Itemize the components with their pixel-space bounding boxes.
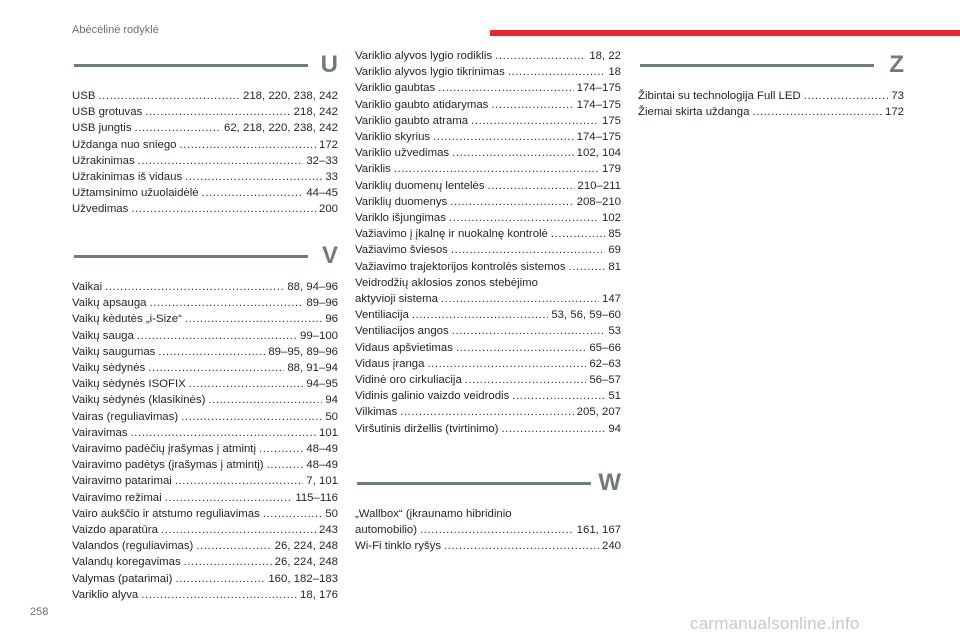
index-entry [72, 376, 338, 392]
index-pages: 161, 167 [576, 524, 621, 537]
index-pages: 210–211 [577, 179, 621, 192]
index-term: Užrakinimas iš vidaus [72, 171, 183, 184]
index-entry [355, 113, 621, 129]
dot-leader [804, 88, 889, 104]
index-pages: 18, 176 [299, 588, 338, 601]
entry-list [72, 279, 338, 603]
index-pages: 208–210 [576, 195, 621, 208]
dot-leader [180, 137, 316, 153]
index-entry [72, 441, 338, 457]
index-entry [72, 295, 338, 311]
entry-list [638, 88, 904, 120]
section-divider [357, 482, 591, 485]
index-term: Ventiliacijos angos [355, 325, 449, 338]
index-term: Variklių duomenų lentelės [355, 179, 485, 192]
index-term: Vaikų sėdynės (klasikinės) [72, 394, 206, 407]
index-entry [638, 104, 904, 120]
index-pages: 53 [608, 325, 621, 338]
index-entry [355, 340, 621, 356]
index-entry [355, 129, 621, 145]
index-pages: 85 [608, 228, 621, 241]
dot-leader [148, 360, 284, 376]
index-entry-line: Veidrodžių aklosios zonos stebėjimo [355, 276, 538, 289]
index-entry [72, 185, 338, 201]
index-entry [355, 538, 621, 554]
dot-leader [449, 210, 599, 226]
index-entry [355, 80, 621, 96]
index-pages: 51 [608, 390, 621, 403]
dot-leader [444, 538, 599, 554]
section-header [638, 50, 904, 80]
index-term: automobilio) [355, 524, 418, 537]
index-term: Variklio užvedimas [355, 147, 450, 160]
index-pages: 48–49 [306, 459, 338, 472]
index-entry [355, 64, 621, 80]
index-entry [638, 88, 904, 104]
index-entry [72, 120, 338, 136]
index-pages: 172 [884, 106, 904, 119]
index-entry [355, 356, 621, 372]
dot-leader [141, 587, 297, 603]
index-entry [355, 161, 621, 177]
index-pages: 65–66 [589, 341, 621, 354]
index-pages: 33 [325, 171, 338, 184]
dot-leader [158, 344, 265, 360]
index-pages: 94–95 [306, 378, 338, 391]
dot-leader [259, 441, 303, 457]
dot-leader [135, 120, 221, 136]
index-pages: 147 [601, 293, 621, 306]
dot-leader [495, 48, 586, 64]
index-entry [355, 522, 621, 538]
dot-leader [456, 340, 586, 356]
index-entry [72, 201, 338, 217]
index-pages: 89–96 [306, 297, 338, 310]
section-header [72, 241, 338, 271]
index-pages: 200 [318, 203, 338, 216]
index-entry [355, 145, 621, 161]
index-pages: 175 [601, 114, 621, 127]
index-pages: 205, 207 [576, 406, 621, 419]
index-term: Variklio alyva [72, 588, 139, 601]
index-pages: 172 [318, 138, 338, 151]
index-term: Žibintai su technologija Full LED [638, 90, 801, 102]
index-entry [355, 242, 621, 258]
dot-leader [150, 295, 304, 311]
index-entry [355, 404, 621, 420]
dot-leader [185, 311, 322, 327]
index-pages: 7, 101 [306, 475, 338, 488]
index-entry [72, 473, 338, 489]
index-term: Variklio gaubto atidarymas [355, 98, 489, 111]
column-1 [72, 50, 338, 601]
index-pages: 32–33 [306, 154, 338, 167]
index-term: Vaizdo aparatūra [72, 524, 158, 537]
dot-leader [185, 169, 322, 185]
index-pages: 94 [325, 394, 338, 407]
section-letter: Z [889, 51, 904, 78]
index-term: Variklio alyvos lygio tikrinimas [355, 66, 505, 79]
index-term: Vairavimo padėčių įrašymas į atmintį [72, 443, 257, 456]
index-entry-line: „Wallbox“ (įkraunamo hibridinio [355, 508, 512, 520]
index-term: Ventiliacija [355, 309, 409, 322]
index-term: Valandų koregavimas [72, 556, 181, 569]
index-term: USB grotuvas [72, 106, 143, 119]
dot-leader [98, 88, 240, 104]
index-pages: 69 [608, 244, 621, 257]
index-term: Vairo aukščio ir atstumo reguliavimas [72, 507, 260, 520]
index-entry [72, 522, 338, 538]
dot-leader [465, 372, 587, 388]
index-term: Variklio alyvos lygio rodiklis [355, 50, 493, 62]
dot-leader [512, 388, 605, 404]
index-pages: 88, 91–94 [287, 362, 338, 375]
section-letter: V [321, 242, 338, 269]
index-term: USB jungtis [72, 122, 132, 135]
dot-leader [569, 259, 606, 275]
index-entry [72, 538, 338, 554]
page-number: 258 [30, 606, 49, 618]
index-pages: 18, 22 [589, 50, 621, 62]
index-term: Vidinis galinio vaizdo veidrodis [355, 390, 510, 403]
column-3 [638, 50, 904, 120]
dot-leader [189, 376, 304, 392]
index-term: Vairavimas [72, 426, 128, 439]
section-letter: W [598, 469, 621, 496]
dot-leader [208, 392, 322, 408]
dot-leader [196, 538, 271, 554]
index-term: Vaikų kėdutės „i-Size“ [72, 313, 182, 326]
index-term: Vairavimo režimai [72, 491, 162, 504]
dot-leader [451, 242, 605, 258]
dot-leader [420, 522, 574, 538]
dot-leader [400, 404, 573, 420]
index-term: Uždanga nuo sniego [72, 138, 177, 151]
dot-leader [491, 97, 573, 113]
index-term: Variklio gaubto atrama [355, 114, 469, 127]
index-entry [355, 388, 621, 404]
index-entry [72, 587, 338, 603]
dot-leader [131, 425, 316, 441]
dot-leader [161, 522, 316, 538]
entry-list [355, 48, 621, 437]
index-pages: 50 [325, 507, 338, 520]
index-term: Vairavimo patarimai [72, 475, 172, 488]
index-entry [72, 571, 338, 587]
index-pages: 26, 224, 248 [274, 556, 338, 569]
index-term: Žiemai skirta uždanga [638, 106, 750, 119]
index-term: Važiavimo šviesos [355, 244, 448, 257]
index-pages: 101 [318, 426, 338, 439]
index-pages: 89–95, 89–96 [268, 345, 338, 358]
index-term: Vaikų sėdynės ISOFIX [72, 378, 186, 391]
index-entry [72, 311, 338, 327]
index-term: Valymas (patarimai) [72, 572, 173, 585]
dot-leader [131, 201, 316, 217]
dot-leader [452, 145, 574, 161]
index-term: Vairas (reguliavimas) [72, 410, 179, 423]
dot-leader [412, 307, 548, 323]
section-letter: U [320, 51, 338, 78]
dot-leader [175, 571, 265, 587]
index-pages: 48–49 [306, 443, 338, 456]
index-entry [72, 490, 338, 506]
index-entry [72, 344, 338, 360]
index-pages: 94 [608, 422, 621, 435]
index-term: USB [72, 90, 96, 102]
dot-leader [452, 323, 606, 339]
index-term: Wi-Fi tinklo ryšys [355, 540, 442, 553]
dot-leader [501, 421, 605, 437]
section-divider [74, 255, 308, 258]
index-pages: 243 [318, 524, 338, 537]
index-pages: 88, 94–96 [287, 281, 338, 293]
index-term: Vaikų sėdynės [72, 362, 146, 375]
index-pages: 218, 220, 238, 242 [242, 90, 338, 102]
index-pages: 179 [601, 163, 621, 176]
index-entry [72, 506, 338, 522]
index-term: Vairavimo padėtys (įrašymas į atmintį) [72, 459, 264, 472]
section-divider [640, 64, 874, 67]
section-v [72, 241, 338, 603]
dot-leader [488, 178, 575, 194]
index-pages: 73 [891, 90, 904, 102]
index-pages: 26, 224, 248 [274, 540, 338, 553]
dot-leader [438, 80, 573, 96]
watermark: carmanualsonline.info [690, 614, 860, 633]
section-z [638, 50, 904, 120]
section-divider [74, 64, 308, 67]
index-pages: 160, 182–183 [268, 572, 338, 585]
dot-leader [145, 104, 290, 120]
index-term: Viršutinis diržellis (tvirtinimo) [355, 422, 499, 435]
index-pages: 174–175 [576, 98, 621, 111]
dot-leader [138, 153, 304, 169]
index-entry [355, 178, 621, 194]
index-entry [72, 169, 338, 185]
dot-leader [137, 328, 297, 344]
index-entry [72, 425, 338, 441]
page-header-title: Abėcėlinė rodyklė [72, 24, 159, 36]
dot-leader [441, 291, 599, 307]
index-entry [72, 137, 338, 153]
index-pages: 102 [601, 212, 621, 225]
header-accent-bar [490, 30, 960, 36]
index-term: Vidaus įranga [355, 357, 425, 370]
index-entry [72, 88, 338, 104]
index-entry [355, 323, 621, 339]
index-term: Važiavimo į įkalnę ir nuokalnę kontrolė [355, 228, 548, 241]
index-term: Vidinė oro cirkuliacija [355, 374, 462, 387]
dot-leader [450, 194, 573, 210]
index-pages: 56–57 [589, 374, 621, 387]
index-entry [72, 392, 338, 408]
entry-list [72, 88, 338, 218]
dot-leader [105, 279, 284, 295]
index-term: Vaikai [72, 281, 103, 293]
index-term: Variklio skyrius [355, 131, 431, 144]
index-entry [355, 97, 621, 113]
index-term: Užtamsinimo užuolaidėlė [72, 187, 199, 200]
index-entry [355, 372, 621, 388]
index-term: Variklo išjungimas [355, 212, 446, 225]
dot-leader [175, 473, 304, 489]
dot-leader [551, 226, 605, 242]
dot-leader [394, 161, 599, 177]
index-pages: 81 [608, 260, 621, 273]
section-header [72, 50, 338, 80]
index-term: Valandos (reguliavimas) [72, 540, 194, 553]
index-pages: 218, 242 [293, 106, 338, 119]
entry-list [355, 506, 621, 555]
index-entry [355, 48, 621, 64]
index-entry [72, 153, 338, 169]
dot-leader [263, 506, 323, 522]
index-term: Variklių duomenys [355, 195, 448, 208]
index-entry [72, 328, 338, 344]
index-entry [72, 554, 338, 570]
index-entry [355, 421, 621, 437]
index-term: Variklis [355, 163, 391, 176]
index-term: Užrakinimas [72, 154, 135, 167]
index-term: aktyvioji sistema [355, 293, 438, 306]
index-entry [355, 226, 621, 242]
index-pages: 174–175 [576, 131, 621, 144]
index-pages: 18 [608, 66, 621, 79]
dot-leader [427, 356, 586, 372]
index-pages: 115–116 [295, 491, 338, 504]
index-entry [72, 360, 338, 376]
column-2 [355, 48, 621, 553]
index-entry [355, 307, 621, 323]
index-entry [72, 279, 338, 295]
index-term: Užvedimas [72, 203, 129, 216]
index-pages: 174–175 [576, 82, 621, 95]
index-pages: 102, 104 [576, 147, 621, 160]
dot-leader [752, 104, 882, 120]
index-pages: 44–45 [306, 187, 338, 200]
dot-leader [184, 554, 272, 570]
index-term: Vaikų apsauga [72, 297, 147, 310]
section-w [355, 468, 621, 555]
index-entry [355, 194, 621, 210]
dot-leader [165, 490, 293, 506]
index-entry [355, 210, 621, 226]
dot-leader [181, 409, 322, 425]
section-u [72, 50, 338, 218]
index-pages: 62–63 [589, 357, 621, 370]
index-entry [72, 409, 338, 425]
index-pages: 240 [601, 540, 621, 553]
index-entry [72, 104, 338, 120]
section-header [355, 468, 621, 498]
index-term: Važiavimo trajektorijos kontrolės sistemos [355, 260, 566, 273]
index-entry [72, 457, 338, 473]
index-pages: 50 [325, 410, 338, 423]
index-pages: 62, 218, 220, 238, 242 [223, 122, 338, 135]
index-term: Variklio gaubtas [355, 82, 436, 95]
dot-leader [267, 457, 304, 473]
dot-leader [433, 129, 574, 145]
index-term: Vidaus apšvietimas [355, 341, 453, 354]
index-entry [355, 259, 621, 275]
dot-leader [508, 64, 606, 80]
index-term: Vaikų sauga [72, 329, 134, 342]
index-pages: 99–100 [299, 329, 338, 342]
index-term: Vaikų saugumas [72, 345, 156, 358]
index-term: Vilkimas [355, 406, 398, 419]
index-pages: 96 [325, 313, 338, 326]
index-entry [355, 291, 621, 307]
index-pages: 53, 56, 59–60 [551, 309, 621, 322]
dot-leader [471, 113, 599, 129]
dot-leader [202, 185, 304, 201]
